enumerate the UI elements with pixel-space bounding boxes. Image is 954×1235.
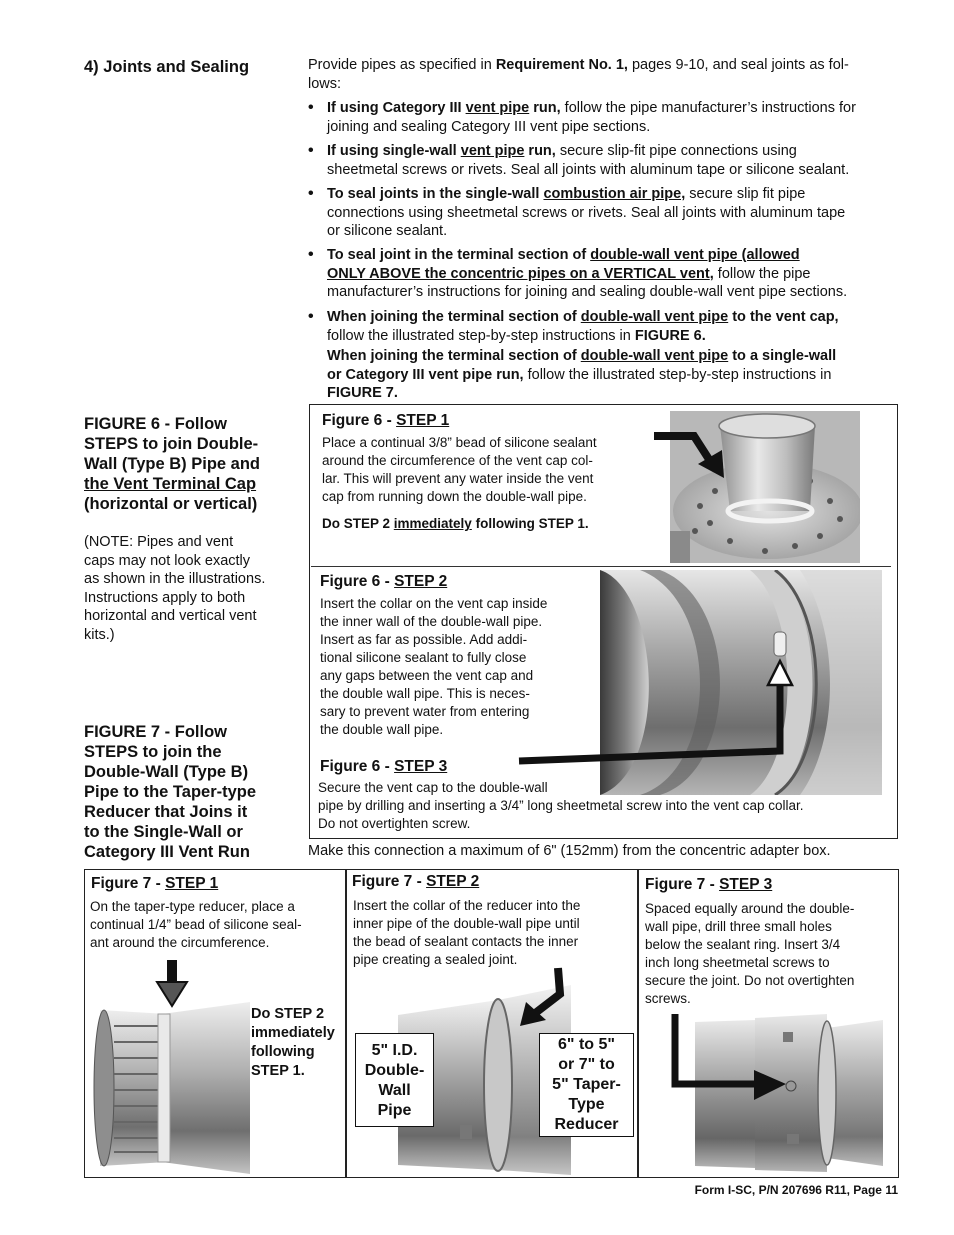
arrow-icon xyxy=(515,655,795,770)
fig6-step2-text: Insert the collar on the vent cap inside the inner wall of the double-wall pipe. Insert as far as possible. Add addi- tional silicone sealant to fully close any gaps between the vent cap and the double wall pipe. This is neces- sary to prevent water from entering the double wall pipe. xyxy=(320,596,548,737)
fig7-step1-label: Do STEP 2 immediately following STEP 1. xyxy=(251,1006,335,1079)
fig7-step1-photo xyxy=(92,1002,250,1174)
figure6-caption: FIGURE 6 - Follow STEPS to join Double- Wall (Type B) Pipe and the Vent Terminal Cap (horizontal or vertical) xyxy=(84,415,261,513)
bullet-category-iii: • If using Category III vent pipe run, follow the pipe manufacturer’s instructions for joining and sealing Category III vent pipe sections. xyxy=(308,99,856,135)
fig7-divider xyxy=(637,870,639,1177)
fig7-step1-title: Figure 7 - STEP 1 xyxy=(91,875,219,892)
arrow-icon xyxy=(668,1014,796,1106)
fig7-divider xyxy=(345,870,347,1177)
label-taper-reducer: 6" to 5" or 7" to 5" Taper- Type Reducer xyxy=(539,1033,634,1137)
fig7-step1-text: On the taper-type reducer, place a continual 1/4” bead of silicone seal- ant around the circumference. xyxy=(90,899,302,950)
arrow-icon xyxy=(155,960,189,1008)
fig6-step1-title: Figure 6 - STEP 1 xyxy=(322,412,450,429)
arrow-icon xyxy=(652,428,732,480)
fig6-step1-text: Place a continual 3/8” bead of silicone sealant around the circumference of the vent cap col- lar. This will prevent any water inside the vent cap from running down the double-wall pipe. xyxy=(322,435,597,504)
page-footer: Form I-SC, P/N 207696 R11, Page 11 xyxy=(694,1183,898,1197)
figure6-note: (NOTE: Pipes and vent caps may not look exactly as shown in the illustrations. Instructions apply to both horizontal and vertical vent kits.) xyxy=(84,534,266,643)
label-double-wall-pipe: 5" I.D. Double- Wall Pipe xyxy=(355,1033,434,1127)
bullet-combustion-air: • To seal joints in the single-wall combustion air pipe, secure slip fit pipe connections using sheetmetal screws or rivets. Seal all joints with aluminum tape or silicone sealant. xyxy=(308,185,846,239)
figure7-caption: FIGURE 7 - Follow STEPS to join the Double-Wall (Type B) Pipe to the Taper-type Reducer that Joins it to the Single-Wall or Category III Vent Run xyxy=(84,723,257,861)
bullet-single-wall-vent: • If using single-wall vent pipe run, secure slip-fit pipe connections using sheetmetal screws or rivets. Seal all joints with aluminum tape or silicone sealant. xyxy=(308,142,850,178)
fig6-divider xyxy=(311,566,891,567)
arrow-icon xyxy=(512,966,572,1030)
paragraph-single-wall-join: When joining the terminal section of double-wall vent pipe to a single-wall or Category III vent pipe run, follow the illustrated step-by-step instructions in FIGURE 7. xyxy=(327,348,837,401)
fig6-step3-title: Figure 6 - STEP 3 xyxy=(320,758,448,775)
fig6-step2-title: Figure 6 - STEP 2 xyxy=(320,573,448,590)
section-title: 4) Joints and Sealing xyxy=(84,58,250,76)
fig7-step3-title: Figure 7 - STEP 3 xyxy=(645,876,773,893)
fig6-step1-note: Do STEP 2 immediately following STEP 1. xyxy=(322,516,589,531)
fig7-step2-title: Figure 7 - STEP 2 xyxy=(352,873,480,890)
intro-paragraph: Provide pipes as specified in Requirement No. 1, pages 9-10, and seal joints as fol- lows: xyxy=(308,57,849,92)
fig6-step3-text: Secure the vent cap to the double-wall pipe by drilling and inserting a 3/4” long sheetmetal screw into the vent cap collar. Do not overtighten screw. xyxy=(318,780,804,831)
connection-note: Make this connection a maximum of 6" (152mm) from the concentric adapter box. xyxy=(308,843,831,859)
bullet-double-wall-terminal: • To seal joint in the terminal section of double-wall vent pipe (allowed ONLY ABOVE the concentric pipes on a VERTICAL vent, follow the pipe manufacturer’s instructions for joining and sealing double-wall vent pipe sections. xyxy=(308,246,848,300)
fig7-step3-text: Spaced equally around the double- wall pipe, drill three small holes below the sealant ring. Insert 3/4 inch long sheetmetal screws to secure the joint. Do not overtighten screws. xyxy=(645,901,855,1006)
fig7-step2-text: Insert the collar of the reducer into the inner pipe of the double-wall pipe until the bead of sealant contacts the inner pipe creating a sealed joint. xyxy=(353,898,581,967)
bullet-vent-cap-join: • When joining the terminal section of double-wall vent pipe to the vent cap, follow the illustrated step-by-step instructions in FIGURE 6. xyxy=(308,308,839,344)
